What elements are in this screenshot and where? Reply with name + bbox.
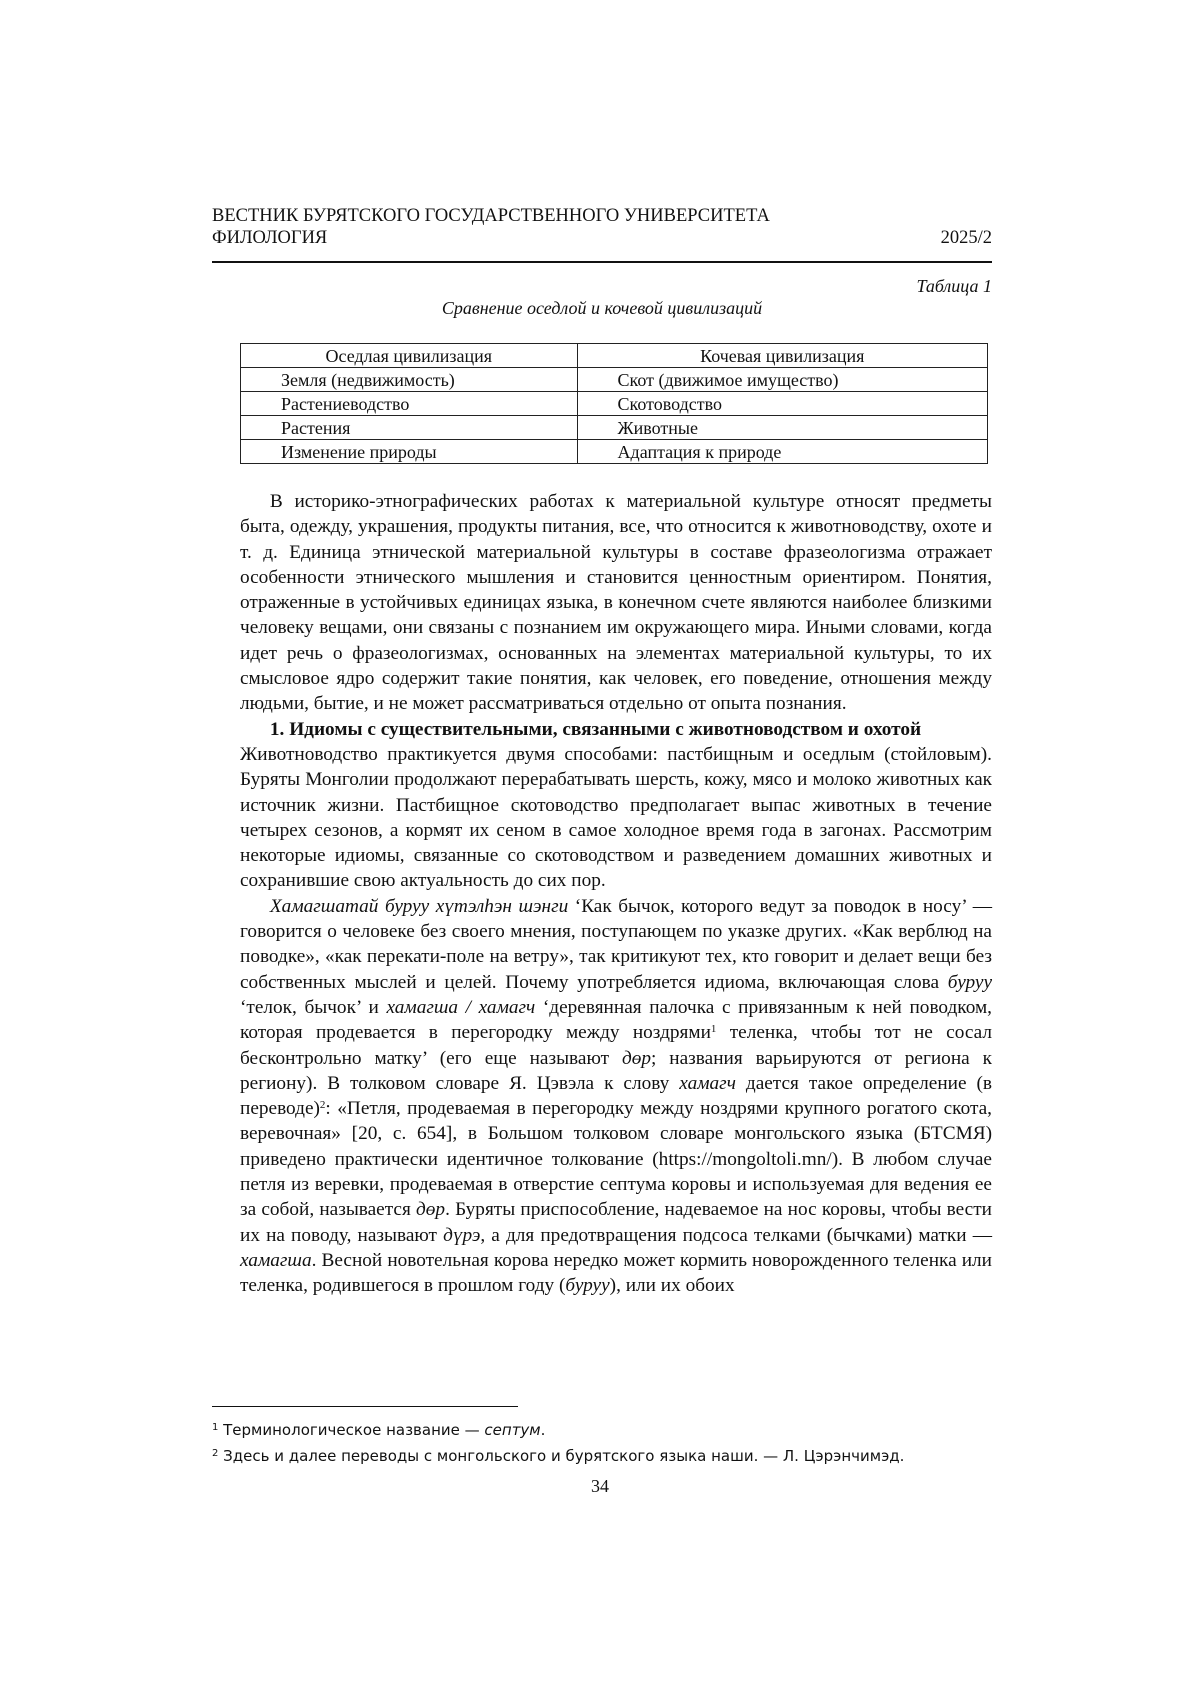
text-run: , а для предотвращения подсоса телками (бычками) матки — bbox=[480, 1225, 992, 1246]
footnote bbox=[212, 1420, 1012, 1440]
table-cell: Изменение природы bbox=[241, 440, 578, 464]
term: дөр bbox=[622, 1048, 651, 1069]
footnote bbox=[212, 1446, 1012, 1466]
footnote-number: 1 bbox=[212, 1422, 218, 1433]
table-cell: Земля (недвижимость) bbox=[241, 368, 578, 392]
header-rule bbox=[212, 261, 992, 263]
term: дүрэ bbox=[443, 1225, 480, 1246]
table-row bbox=[241, 368, 988, 392]
page-number: 34 bbox=[0, 1476, 1200, 1497]
table-header-cell: Оседлая цивилизация bbox=[241, 344, 578, 368]
table-cell: Адаптация к природе bbox=[577, 440, 987, 464]
text-run: ), или их обоих bbox=[610, 1275, 735, 1296]
table-row bbox=[241, 392, 988, 416]
comparison-table bbox=[240, 343, 988, 464]
table-row bbox=[241, 440, 988, 464]
footnote-rule bbox=[212, 1406, 518, 1407]
text-run: . Буряты приспособление, надеваемое на нос коровы, чтобы вести их на поводу, называют bbox=[240, 1199, 992, 1245]
footnote-number: 2 bbox=[212, 1448, 218, 1459]
text-run: : «Петля, продеваемая в перегородку между ноздрями крупного рогатого скота, веревочная» [20, с. 654], в Большом толковом словаре монгольского языка (БТСМЯ) приведено практически идентичное толкование (https://mongoltoli.mn/). В любом случае петля из веревки, продеваемая в отверстие септума коровы и используемая для ведения ее за собой, называется bbox=[240, 1098, 992, 1220]
text-run: ; названия варьируются от региона к региону). В толковом словаре Я. Цэвэла к слову bbox=[240, 1048, 992, 1094]
term: хамагч bbox=[679, 1073, 736, 1094]
paragraph: В историко-этнографических работах к материальной культуре относят предметы быта, одежду, украшения, продукты питания, все, что относится к животноводству, охоте и т. д. Единица этнической материальной культуры в составе фразеологизма отражает особенности этнического мышления и становится ценностным ориентиром. Понятия, отраженные в устойчивых единицах языка, в конечном счете являются наиболее близкими человеку вещами, они связаны с познанием им окружающего мира. Иными словами, когда идет речь о фразеологизмах, основанных на элементах материальной культуры, то их смысловое ядро содержит такие понятия, как человек, его поведение, отношения между людьми, бытие, и не может рассматриваться отдельно от опыта познания. bbox=[240, 489, 992, 717]
table-cell: Скот (движимое имущество) bbox=[577, 368, 987, 392]
article-body bbox=[240, 489, 992, 1299]
footnote-ref[interactable]: 1 bbox=[711, 1023, 717, 1035]
table-header-row bbox=[241, 344, 988, 368]
text-run: ‘деревянная палочка с привязанным к ней поводком, которая продевается в перегородку между ноздрями bbox=[240, 997, 992, 1043]
section-heading: 1. Идиомы с существительными, связанными с животноводством и охотой bbox=[240, 717, 992, 742]
term: буруу bbox=[565, 1275, 609, 1296]
idiom: Хамагшатай буруу хүтэлһэн шэнги bbox=[270, 896, 568, 917]
issue-number: 2025/2 bbox=[941, 227, 992, 249]
paragraph bbox=[240, 894, 992, 1299]
table-label: Таблица 1 bbox=[916, 276, 992, 297]
text-run: дается такое определение (в переводе) bbox=[240, 1073, 992, 1119]
paragraph: Животноводство практикуется двумя способами: пастбищным и оседлым (стойловым). Буряты Монголии продолжают перерабатывать шерсть, кожу, мясо и молоко животных как источник жизни. Пастбищное скотоводство предполагает выпас животных в течение четырех сезонов, а кормят их сеном в самое холодное время года в загонах. Рассмотрим некоторые идиомы, связанные со скотоводством и разведением домашних животных и сохранившие свою актуальность до сих пор. bbox=[240, 742, 992, 894]
footnote-ref[interactable]: 2 bbox=[320, 1099, 326, 1111]
term: хамагша bbox=[240, 1250, 312, 1271]
table-title: Сравнение оседлой и кочевой цивилизаций bbox=[212, 298, 992, 319]
term: дөр bbox=[416, 1199, 445, 1220]
table-header-cell: Кочевая цивилизация bbox=[577, 344, 987, 368]
text-run: ‘телок, бычок’ и bbox=[240, 997, 386, 1018]
table-cell: Растения bbox=[241, 416, 578, 440]
section-title: ФИЛОЛОГИЯ bbox=[212, 227, 327, 249]
table-row bbox=[241, 416, 988, 440]
text-run: ‘Как бычок, которого ведут за поводок в носу’ — говорится о человеке без своего мнения, поступающем по указке других. «Как верблюд на поводке», «как перекати-поле на ветру», так критикуют тех, кто говорит и делает вещи без собственных мыслей и целей. Почему употребляется идиома, включающая слова bbox=[240, 896, 992, 993]
table-cell: Растениеводство bbox=[241, 392, 578, 416]
table-cell: Животные bbox=[577, 416, 987, 440]
journal-title: ВЕСТНИК БУРЯТСКОГО ГОСУДАРСТВЕННОГО УНИВЕРСИТЕТА bbox=[212, 205, 992, 227]
term: буруу bbox=[948, 972, 992, 993]
term: хамагша / хамагч bbox=[386, 997, 535, 1018]
text-run: теленка, чтобы тот не сосал бесконтрольно матку’ (его еще называют bbox=[240, 1022, 992, 1068]
footnote-text: Терминологическое название — bbox=[218, 1421, 484, 1439]
table-cell: Скотоводство bbox=[577, 392, 987, 416]
journal-page bbox=[0, 0, 1200, 1697]
running-header bbox=[212, 227, 992, 249]
text-run: . Весной новотельная корова нередко может кормить новорожденного теленка или теленка, родившегося в прошлом году ( bbox=[240, 1250, 992, 1296]
footnote-text: Здесь и далее переводы с монгольского и бурятского языка наши. — Л. Цэрэнчимэд. bbox=[218, 1447, 904, 1465]
footnote-term: септум bbox=[484, 1421, 540, 1439]
footnote-text: . bbox=[541, 1421, 546, 1439]
